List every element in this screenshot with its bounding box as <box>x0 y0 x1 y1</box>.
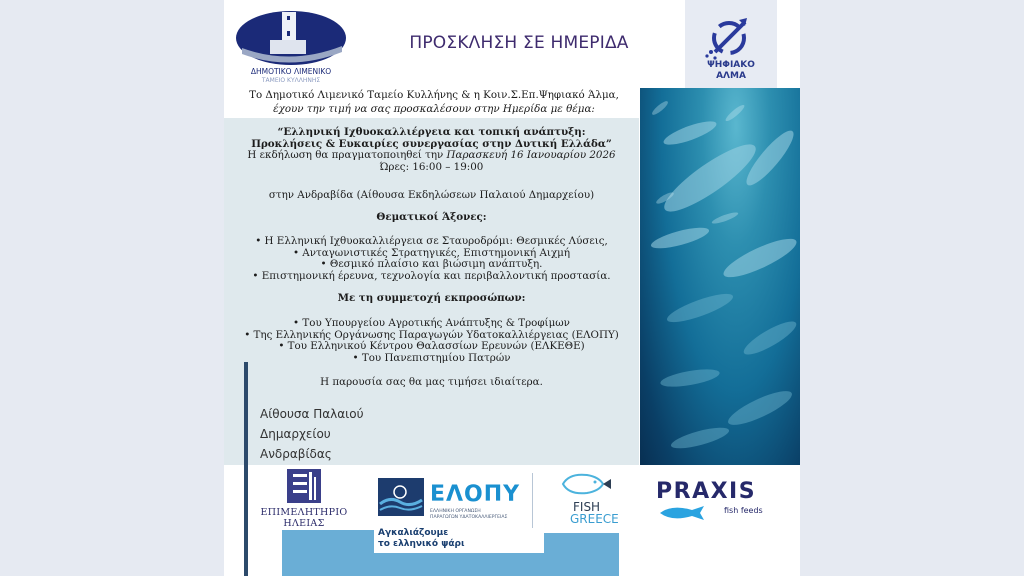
venue-line-3: Ανδραβίδας <box>260 447 332 461</box>
psifiako-alma-line2: ΑΛΜΑ <box>716 71 746 81</box>
port-fund-logo <box>234 6 349 84</box>
elopy-tagline-1: Αγκαλιάζουμε <box>378 528 449 538</box>
intro-line-1: Το Δημοτικό Λιμενικό Ταμείο Κυλλήνης & η Κοιν.Σ.Επ.Ψηφιακό Άλμα, <box>249 89 619 101</box>
theme-item: • Θεσμικό πλαίσιο και βιώσιμη ανάπτυξη. <box>320 258 543 271</box>
venue-line-1: Αίθουσα Παλαιού <box>260 407 364 421</box>
intro-line-2: έχουν την τιμή να σας προσκαλέσουν στην Ημερίδα με θέμα: <box>273 103 595 115</box>
themes-heading: Θεματικοί Άξονες: <box>376 211 487 223</box>
elopy-tagline <box>378 528 465 550</box>
event-location: στην Ανδραβίδα (Αίθουσα Εκδηλώσεων Παλαιού Δημαρχείου) <box>268 189 595 201</box>
event-hours: Ώρες: 16:00 – 19:00 <box>379 161 484 173</box>
psifiako-alma-line1: ΨΗΦΙΑΚΟ <box>707 60 755 70</box>
chamber-building-icon <box>287 469 321 503</box>
theme-item: • Η Ελληνική Ιχθυοκαλλιέργεια σε Σταυροδρόμι: Θεσμικές Λύσεις, <box>255 235 608 247</box>
rocket-arrow-icon <box>685 6 777 66</box>
footer-blue-block-left <box>282 530 374 576</box>
page-title: ΠΡΟΣΚΛΗΣΗ ΣΕ ΗΜΕΡΙΔΑ <box>409 33 629 53</box>
elopy-logo <box>378 478 528 553</box>
epimelitirio-name-line2: ΗΛΕΙΑΣ <box>283 518 325 529</box>
participant-item: • Του Υπουργείου Αγροτικής Ανάπτυξης & Τροφίμων <box>293 317 570 329</box>
elopy-subtitle <box>430 509 530 520</box>
topic-line-1: “Ελληνική Ιχθυοκαλλιέργεια και τοπική ανάπτυξη: <box>277 126 586 138</box>
venue-text <box>260 404 364 464</box>
event-date-prefix: Η εκδήλωση θα πραγματοποιηθεί την <box>247 149 447 161</box>
fish-image-icon <box>640 88 800 465</box>
elopy-wave-icon <box>378 478 424 516</box>
event-date-value: Παρασκευή 16 Ιανουαρίου 2026 <box>446 149 616 161</box>
fish-greece-fish-icon <box>559 471 619 497</box>
elopy-sub-line1: ΕΛΛΗΝΙΚΗ ΟΡΓΑΝΩΣΗ <box>430 509 481 514</box>
psifiako-alma-logo <box>685 0 777 88</box>
fish-school-photo <box>640 88 800 465</box>
theme-item: • Επιστημονική έρευνα, τεχνολογία και περιβαλλοντική προστασία. <box>252 269 611 282</box>
event-date <box>224 150 639 162</box>
fish-greece-line1: FISH <box>573 500 601 514</box>
fish-greece-line2: GREECE <box>570 512 619 526</box>
elopy-tagline-2: το ελληνικό ψάρι <box>378 539 465 549</box>
topic-line-2: Προκλήσεις & Ευκαιρίες συνεργασίας στην Δυτική Ελλάδα” <box>251 137 612 150</box>
themes-list <box>224 236 639 282</box>
closing-text: Η παρουσία σας θα μας τιμήσει ιδιαίτερα. <box>320 376 543 388</box>
port-fund-name-line2: ΤΑΜΕΙΟ ΚΥΛΛΗΝΗΣ <box>261 77 321 84</box>
accent-bar-footer <box>244 465 248 576</box>
sponsor-divider <box>532 473 533 528</box>
praxis-fish-icon <box>658 504 718 522</box>
elopy-name: ΕΛΟΠΥ <box>430 482 521 507</box>
epimelitirio-name-line1: ΕΠΙΜΕΛΗΤΗΡΙΟ <box>260 507 348 518</box>
epimelitirio-ileias-logo <box>254 467 354 529</box>
participant-item: • Της Ελληνικής Οργάνωσης Παραγωγών Υδατοκαλλιέργειας (ΕΛΟΠΥ) <box>244 328 619 341</box>
theme-item: • Ανταγωνιστικές Στρατηγικές, Επιστημονική Αιχμή <box>292 246 571 259</box>
lighthouse-icon <box>234 6 349 84</box>
praxis-logo-name: PRAXIS <box>656 479 757 504</box>
elopy-sub-line2: ΠΑΡΑΓΩΓΩΝ ΥΔΑΤΟΚΑΛΛΙΕΡΓΕΙΑΣ <box>430 514 508 520</box>
intro-text <box>224 88 644 116</box>
invitation-poster <box>224 0 800 576</box>
praxis-tagline: fish feeds <box>724 506 763 515</box>
venue-line-2: Δημαρχείου <box>260 427 331 441</box>
event-topic <box>224 127 639 150</box>
participant-item: • Του Πανεπιστημίου Πατρών <box>352 351 511 364</box>
participants-heading: Με τη συμμετοχή εκπροσώπων: <box>337 292 526 304</box>
port-fund-name-line1: ΔΗΜΟΤΙΚΟ ΛΙΜΕΝΙΚΟ <box>250 67 332 76</box>
footer-blue-block-right <box>544 533 619 576</box>
participant-item: • Του Ελληνικού Κέντρου Θαλασσίων Ερευνών (ΕΛΚΕΘΕ) <box>278 340 585 353</box>
participants-list <box>224 318 639 364</box>
